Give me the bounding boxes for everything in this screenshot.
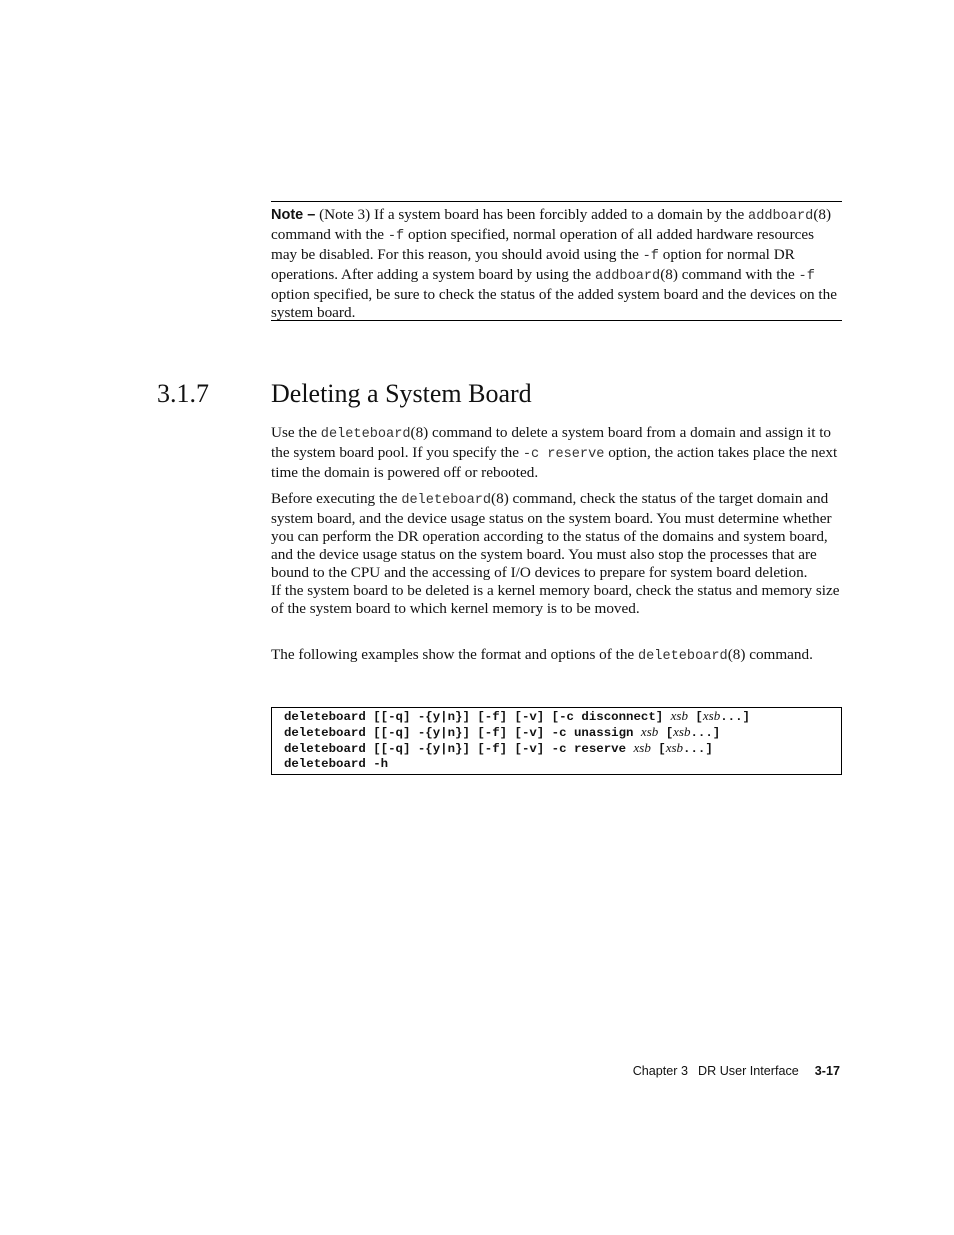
code-line — [284, 740, 713, 757]
code-text: ...] — [690, 726, 721, 740]
code-text: [ — [650, 742, 666, 756]
note-block — [271, 206, 842, 322]
code-text: ...] — [720, 710, 750, 724]
option-flag: -f — [642, 249, 659, 264]
code-text: [ — [658, 726, 674, 740]
code-line — [284, 724, 720, 741]
body-text: (8) command to delete a system board from a domain and assign it to the system board pool. If you specify the — [271, 424, 832, 461]
body-text: option, the action takes place the next time the domain is powered off or rebooted. — [271, 444, 838, 481]
command-name: addboard — [594, 269, 661, 284]
code-text: ...] — [683, 742, 713, 756]
code-argument: xsb — [702, 708, 721, 723]
option-flag: -c reserve — [522, 447, 605, 462]
code-argument: xsb — [633, 740, 651, 755]
paragraph-before-executing — [271, 490, 842, 618]
code-line — [284, 708, 750, 725]
code-text: deleteboard [[-q] -{y|n}] [-f] [-v] -c reserve — [284, 742, 634, 756]
code-block — [271, 707, 842, 775]
body-text: Use the — [271, 424, 321, 441]
note-text: option specified, be sure to check the status of the added system board and the devices on the system board. — [271, 286, 837, 321]
body-text: Before executing the — [271, 490, 402, 507]
code-argument: xsb — [665, 740, 684, 755]
page-footer — [633, 1063, 840, 1079]
option-flag: -f — [387, 229, 405, 244]
command-name: addboard — [748, 209, 814, 224]
body-text: The following examples show the format and options of the — [271, 646, 638, 663]
body-text: (8) command, check the status of the target domain and system board, and the device usage status on the system board. You must determine whether you can perform the DR operation according to the status of the domains and system board, and the device usage status on the system board. You must also stop the processes that are bound to the CPU and the accessing of I/O devices to prepare for system board deletion. — [271, 490, 832, 581]
code-text: [ — [688, 710, 703, 724]
note-text: (Note 3) If a system board has been forcibly added to a domain by the — [315, 206, 749, 223]
body-text: If the system board to be deleted is a kernel memory board, check the status and memory size of the system board to which kernel memory is to be moved. — [271, 582, 840, 617]
section-number: 3.1.7 — [157, 379, 209, 408]
note-bottom-rule — [271, 320, 842, 321]
section-title: Deleting a System Board — [271, 379, 532, 408]
code-text: deleteboard [[-q] -{y|n}] [-f] [-v] [-c disconnect] — [284, 710, 671, 724]
code-argument: xsb — [640, 724, 659, 739]
option-flag: -f — [798, 269, 815, 284]
command-name: deleteboard — [637, 649, 728, 664]
footer-title: DR User Interface — [698, 1064, 799, 1078]
note-label: Note – — [271, 207, 316, 223]
note-text: (8) command with the — [660, 266, 799, 283]
command-name: deleteboard — [401, 493, 492, 508]
code-argument: xsb — [673, 724, 691, 739]
note-text: (8) command with the — [271, 206, 832, 243]
note-text: option for normal DR operations. After adding a system board by using the — [271, 246, 795, 283]
page-number: 3-17 — [814, 1064, 840, 1078]
footer-chapter: Chapter 3 — [632, 1064, 688, 1078]
note-text: option specified, normal operation of all added hardware resources may be disabled. For this reason, you should avoid using the — [271, 226, 815, 263]
code-text: deleteboard [[-q] -{y|n}] [-f] [-v] -c unassign — [284, 726, 641, 740]
paragraph-intro — [271, 424, 842, 482]
command-name: deleteboard — [320, 427, 411, 442]
note-top-rule — [271, 201, 842, 202]
body-text: (8) command. — [727, 646, 813, 663]
code-line: deleteboard -h — [284, 757, 389, 771]
paragraph-examples — [271, 646, 842, 666]
code-argument: xsb — [670, 708, 688, 723]
